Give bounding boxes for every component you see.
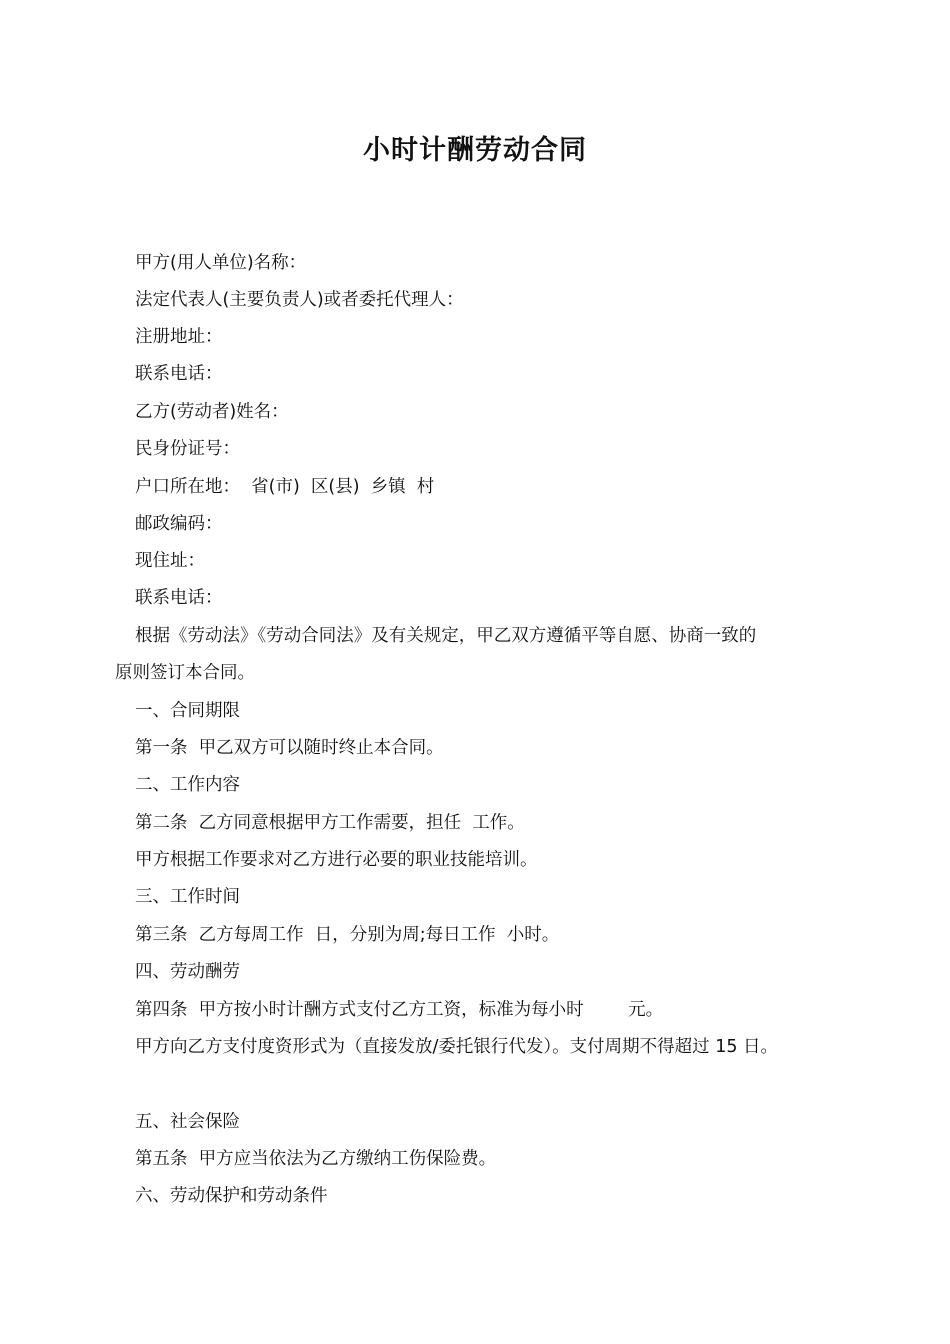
document-title: 小时计酬劳动合同 — [363, 135, 587, 166]
section-heading-labor-protection: 六、劳动保护和劳动条件 — [135, 1186, 328, 1206]
field-party-b-phone: 联系电话： — [135, 588, 223, 608]
article-3: 第三条 乙方每周工作 日，分别为周;每日工作 小时。 — [135, 925, 560, 945]
preamble-line-1: 根据《劳动法》《劳动合同法》及有关规定，甲乙双方遵循平等自愿、协商一致的 — [135, 626, 757, 646]
article-4-payment: 甲方向乙方支付度资形式为（直接发放/委托银行代发）。支付周期不得超过 15 日。 — [135, 1037, 779, 1057]
article-2-training: 甲方根据工作要求对乙方进行必要的职业技能培训。 — [135, 850, 538, 870]
article-5: 第五条 甲方应当依法为乙方缴纳工伤保险费。 — [135, 1149, 497, 1169]
article-4: 第四条 甲方按小时计酬方式支付乙方工资，标准为每小时 元。 — [135, 1000, 664, 1020]
section-heading-work-content: 二、工作内容 — [135, 775, 240, 795]
article-1: 第一条 甲乙双方可以随时终止本合同。 — [135, 738, 444, 758]
field-registered-address: 注册地址： — [135, 327, 223, 347]
section-heading-remuneration: 四、劳动酬劳 — [135, 962, 240, 982]
field-party-a-name: 甲方(用人单位)名称： — [135, 253, 307, 273]
preamble-line-2: 原则签订本合同。 — [115, 663, 255, 683]
field-party-a-phone: 联系电话： — [135, 364, 223, 384]
field-party-b-name: 乙方(劳动者)姓名： — [135, 402, 289, 422]
field-current-address: 现住址： — [135, 551, 205, 571]
field-legal-representative: 法定代表人(主要负责人)或者委托代理人： — [135, 290, 464, 310]
article-2: 第二条 乙方同意根据甲方工作需要，担任 工作。 — [135, 813, 525, 833]
section-heading-work-hours: 三、工作时间 — [135, 887, 240, 907]
field-postal-code: 邮政编码： — [135, 514, 223, 534]
section-heading-social-insurance: 五、社会保险 — [135, 1112, 240, 1132]
field-id-number: 民身份证号： — [135, 439, 240, 459]
field-household-registration: 户口所在地： 省(市) 区(县) 乡镇 村 — [135, 477, 435, 497]
section-heading-term: 一、合同期限 — [135, 701, 240, 721]
